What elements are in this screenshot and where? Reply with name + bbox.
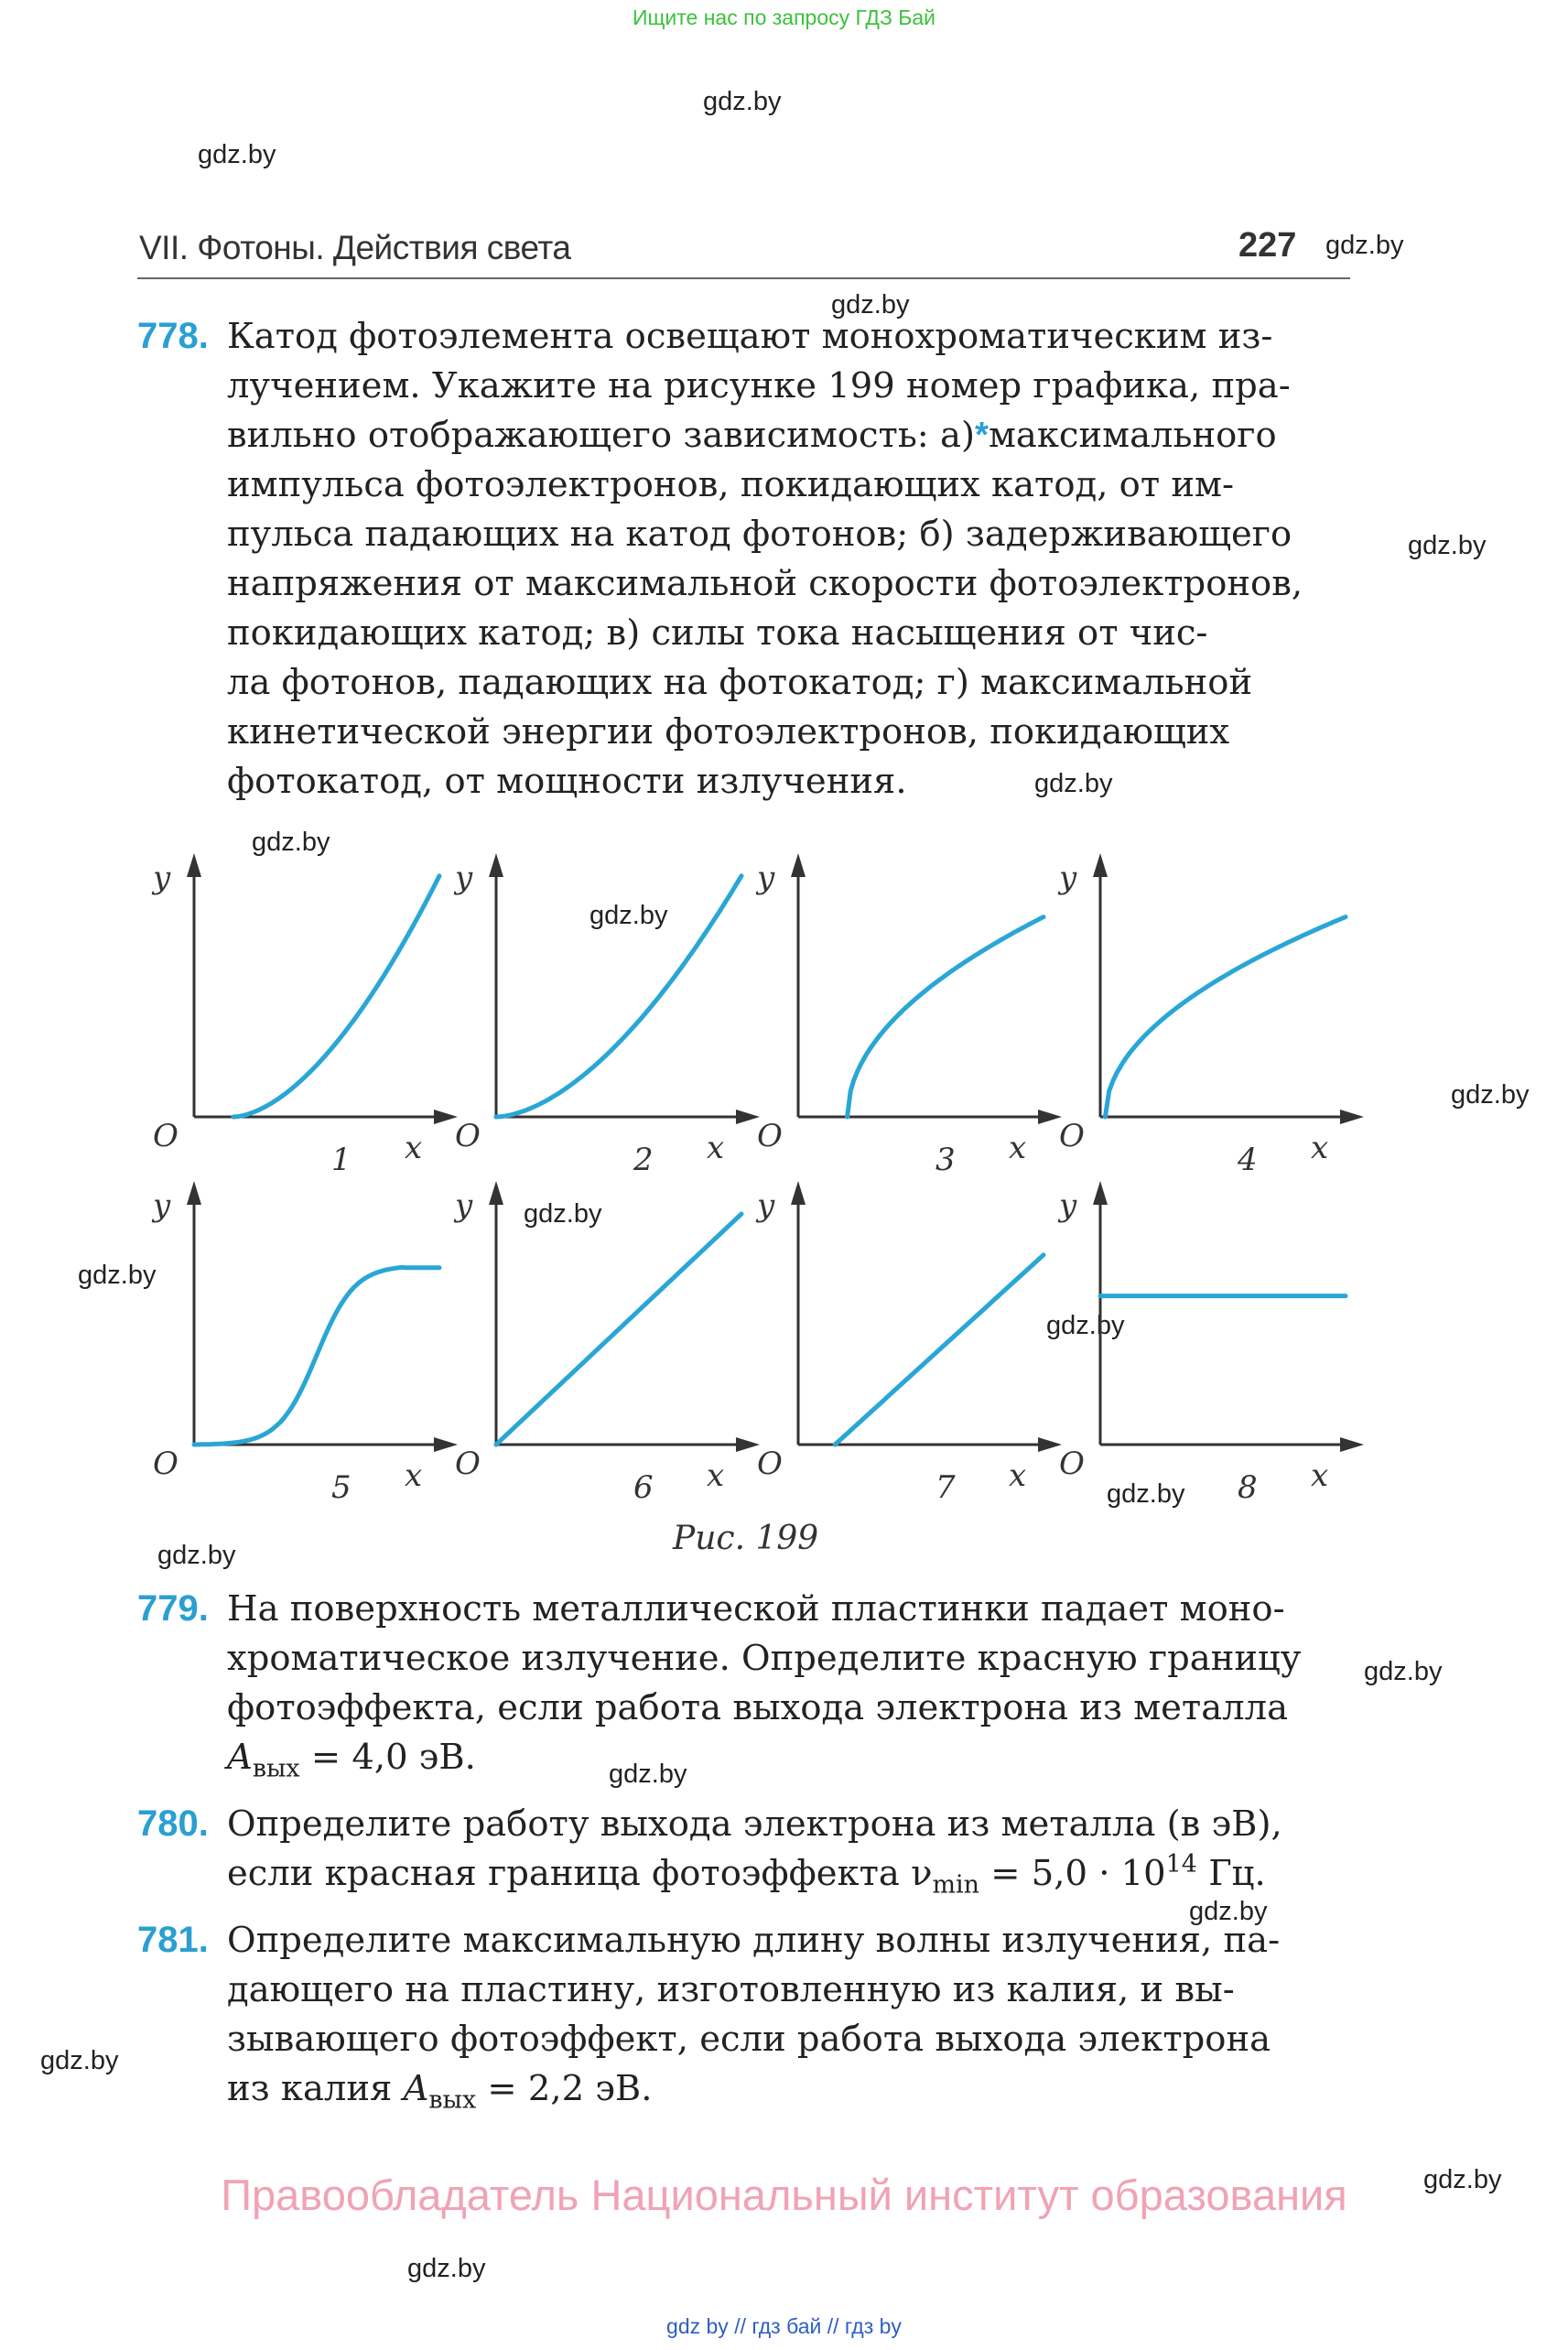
graph-4 [1057,853,1364,1178]
text-line: Определите работу выхода электрона из металла (в эВ), [227,1803,1282,1845]
text-line: импульса фотоэлектронов, покидающих катод, от им- [227,464,1235,505]
formula-prefix: если красная граница фотоэффекта ν [227,1853,933,1894]
graph-3 [755,853,1062,1178]
watermark: gdz.by [831,290,910,319]
graph-1 [151,853,458,1178]
formula-mid: = 5,0 · 10 [979,1853,1166,1894]
x-axis-label: x [1009,1130,1027,1166]
x-axis-label: x [1311,1457,1329,1494]
figure-caption: Рис. 199 [673,1520,819,1557]
graph-number: 7 [935,1469,956,1506]
origin-label: O [757,1118,783,1154]
text-line: покидающих катод; в) силы тока насыщения от чис- [227,612,1208,654]
text-line: зывающего фотоэффект, если работа выхода электрона [227,2019,1271,2060]
watermark: gdz.by [407,2254,486,2283]
text-line: ла фотонов, падающих на фотокатод; г) максимальной [227,662,1253,703]
y-axis-label: y [455,860,473,896]
star-marker: * [974,416,989,455]
graph-2 [453,853,760,1178]
curve-s-curve-saturation [194,1267,439,1445]
origin-label: O [455,1118,481,1154]
text-line: дающего на пластину, изготовленную из калия, и вы- [227,1969,1235,2010]
x-axis-label: x [405,1457,423,1494]
curve-convex-origin [496,876,741,1117]
watermark: gdz.by [252,828,330,857]
watermark: gdz.by [1046,1311,1125,1340]
x-axis-arrow [1340,1437,1364,1452]
y-axis-label: y [153,1187,171,1224]
x-axis-label: x [1311,1130,1329,1166]
y-axis-arrow [187,1181,201,1205]
watermark: gdz.by [609,1760,687,1789]
text-line-part: максимального [988,415,1277,456]
formula-subscript: вых [428,2085,477,2115]
origin-label: O [455,1446,481,1482]
formula-exponent: 14 [1165,1850,1197,1879]
formula-symbol: A [403,2068,429,2109]
graph-number: 4 [1238,1142,1258,1178]
text-line [227,415,1277,456]
y-axis-label: y [1059,1187,1077,1224]
text-line: пульса падающих на катод фотонов; б) задерживающего [227,514,1292,555]
header-divider [137,277,1350,279]
graph-8 [1057,1181,1364,1506]
top-banner[interactable]: Ищите нас по запросу ГДЗ Бай [632,5,936,29]
problem-number: 779. [137,1588,209,1629]
x-axis-arrow [1340,1110,1364,1124]
formula-rest: = 2,2 эВ. [476,2068,653,2109]
y-axis-arrow [1093,853,1108,877]
copyright-footer: Правообладатель Национальный институт образования [221,2171,1347,2219]
y-axis-arrow [489,853,503,877]
formula-rest: Гц. [1196,1853,1266,1894]
text-line: кинетической энергии фотоэлектронов, покидающих [227,711,1230,753]
formula-line [227,2068,653,2115]
y-axis-label: y [757,1187,775,1224]
graph-number: 2 [633,1142,654,1178]
origin-label: O [1059,1118,1085,1154]
origin-label: O [1059,1446,1085,1482]
y-axis-arrow [187,853,201,877]
graph-7 [755,1181,1062,1506]
origin-label: O [153,1118,178,1154]
formula-subscript: min [932,1870,979,1900]
y-axis-arrow [791,853,806,877]
y-axis-label: y [153,860,171,896]
bottom-links[interactable]: gdz by // гдз бай // гдз by [666,2314,902,2338]
text-line: напряжения от максимальной скорости фотоэлектронов, [227,563,1303,604]
text-line: фотоэффекта, если работа выхода электрона из металла [227,1687,1289,1728]
figure-199 [137,828,1373,1506]
watermark: gdz.by [524,1199,602,1229]
graph-6 [453,1181,760,1506]
y-axis-label: y [1059,860,1077,896]
formula-line [227,1737,476,1783]
curve-linear-offset [835,1255,1044,1445]
problem-number: 780. [137,1803,209,1844]
x-axis-label: x [707,1130,725,1166]
formula-symbol: A [227,1737,253,1778]
watermark: gdz.by [703,87,782,116]
graph-5 [151,1181,458,1506]
x-axis-label: x [707,1457,725,1494]
watermark: gdz.by [1451,1080,1530,1110]
curve-sqrt-origin [1105,917,1346,1117]
graph-number: 8 [1238,1469,1258,1506]
text-line: Катод фотоэлемента освещают монохроматическим из- [227,316,1273,357]
watermark: gdz.by [1423,2165,1502,2194]
watermark: gdz.by [1189,1897,1268,1926]
y-axis-label: y [757,860,775,896]
graph-number: 3 [935,1142,956,1178]
formula-subscript: вых [252,1754,300,1783]
watermark: gdz.by [1034,769,1113,798]
problem-number: 781. [137,1920,209,1960]
text-line: лучением. Укажите на рисунке 199 номер графика, пра- [227,365,1291,406]
y-axis-label: y [455,1187,473,1224]
text-line: На поверхность металлической пластинки падает моно- [227,1588,1285,1630]
graph-number: 6 [633,1469,654,1506]
text-line: хроматическое излучение. Определите красную границу [227,1638,1302,1679]
watermark: gdz.by [589,901,668,930]
watermark: gdz.by [1408,531,1487,560]
watermark: gdz.by [1364,1657,1443,1686]
watermark: gdz.by [1325,231,1404,260]
formula-line [227,1850,1266,1900]
formula-rest: = 4,0 эВ. [299,1737,476,1778]
problem-number: 778. [137,316,209,356]
text-line-part: вильно отображающего зависимость: а) [227,415,975,456]
formula-prefix: из калия [227,2068,404,2109]
graph-number: 1 [331,1142,351,1178]
watermark: gdz.by [198,140,276,169]
origin-label: O [757,1446,783,1482]
curve-convex-offset [233,876,439,1117]
graph-number: 5 [331,1469,351,1506]
watermark: gdz.by [40,2046,119,2075]
watermark: gdz.by [157,1541,236,1570]
x-axis-label: x [405,1130,423,1166]
curve-sqrt-offset [848,917,1044,1117]
x-axis-label: x [1009,1457,1027,1494]
text-line: Определите максимальную длину волны излучения, па- [227,1920,1281,1961]
text-line: фотокатод, от мощности излучения. [227,761,907,802]
y-axis-arrow [489,1181,503,1205]
page-number: 227 [1238,226,1297,265]
curve-linear-origin [496,1214,741,1445]
watermark: gdz.by [78,1261,157,1290]
origin-label: O [153,1446,178,1482]
y-axis-arrow [1093,1181,1108,1205]
chapter-title: VII. Фотоны. Действия света [139,229,571,266]
y-axis-arrow [791,1181,806,1205]
watermark: gdz.by [1107,1479,1185,1509]
